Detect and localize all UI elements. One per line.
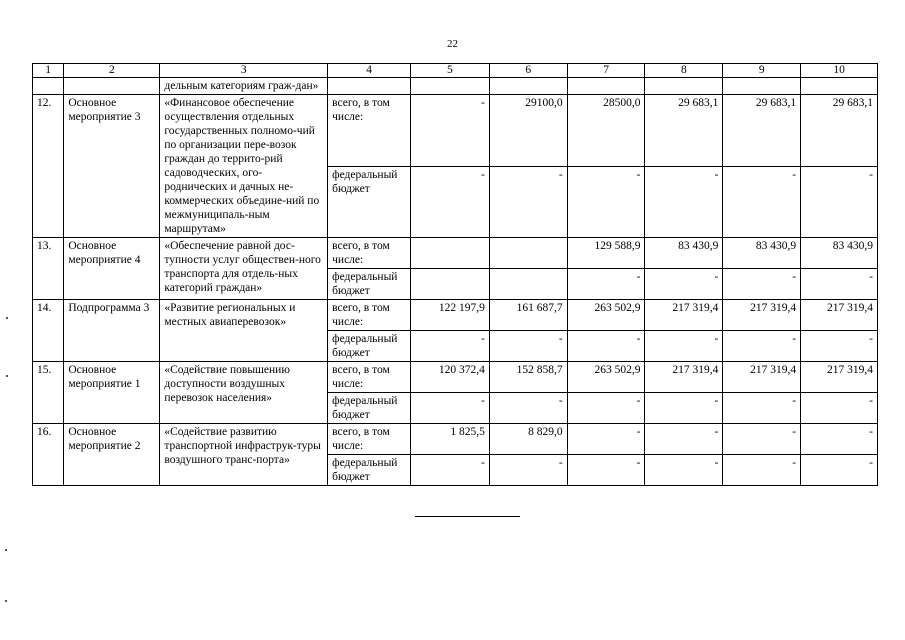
scan-speck <box>6 375 8 377</box>
total-value: 217 319,4 <box>723 362 801 393</box>
column-number: 3 <box>160 64 328 78</box>
federal-value: - <box>723 455 801 486</box>
total-value: 8 829,0 <box>489 424 567 455</box>
total-value: 83 430,9 <box>801 238 878 269</box>
row-name: Основное мероприятие 4 <box>64 238 160 300</box>
federal-value: - <box>411 455 490 486</box>
total-value: 29 683,1 <box>723 95 801 167</box>
federal-value: - <box>723 166 801 238</box>
federal-value: - <box>489 455 567 486</box>
column-number: 1 <box>33 64 64 78</box>
federal-value: - <box>645 455 723 486</box>
total-value: 217 319,4 <box>645 362 723 393</box>
federal-label: федеральный бюджет <box>328 455 411 486</box>
federal-value: - <box>567 269 645 300</box>
federal-value: - <box>567 331 645 362</box>
total-value: - <box>645 424 723 455</box>
column-number: 6 <box>489 64 567 78</box>
row-description: «Финансовое обеспечение осуществления отдельных государственных полномо-чий по организации пере-возок граждан до террито-рий садоводческих, ого-роднических и дачных не-коммерческих объедине-ний по межмуниципаль-ным маршрутам» <box>160 95 328 238</box>
column-number: 8 <box>645 64 723 78</box>
federal-value: - <box>489 331 567 362</box>
federal-value: - <box>645 166 723 238</box>
total-value: - <box>567 424 645 455</box>
federal-value: - <box>567 166 645 238</box>
total-value <box>489 238 567 269</box>
row-description: «Содействие развитию транспортной инфраструк-туры воздушного транс-порта» <box>160 424 328 486</box>
federal-value: - <box>411 166 490 238</box>
federal-value: - <box>411 393 490 424</box>
total-value: 28500,0 <box>567 95 645 167</box>
column-number: 4 <box>328 64 411 78</box>
federal-value: - <box>645 331 723 362</box>
row-index: 13. <box>33 238 64 300</box>
federal-label: федеральный бюджет <box>328 269 411 300</box>
federal-label: федеральный бюджет <box>328 393 411 424</box>
federal-value <box>411 269 490 300</box>
row-description: «Развитие региональных и местных авиаперевозок» <box>160 300 328 362</box>
total-value: 83 430,9 <box>645 238 723 269</box>
total-value: 161 687,7 <box>489 300 567 331</box>
total-value: - <box>801 424 878 455</box>
federal-label: федеральный бюджет <box>328 331 411 362</box>
total-value: 122 197,9 <box>411 300 490 331</box>
total-value: 83 430,9 <box>723 238 801 269</box>
total-value: 29 683,1 <box>645 95 723 167</box>
federal-value: - <box>801 269 878 300</box>
total-value: 263 502,9 <box>567 362 645 393</box>
table-row <box>33 424 878 455</box>
row-index: 14. <box>33 300 64 362</box>
federal-value: - <box>801 331 878 362</box>
total-value: 263 502,9 <box>567 300 645 331</box>
row-index: 12. <box>33 95 64 238</box>
scan-speck <box>5 549 7 551</box>
federal-value: - <box>801 393 878 424</box>
table-row <box>33 238 878 269</box>
total-value <box>411 238 490 269</box>
table-row <box>33 300 878 331</box>
federal-label: федеральный бюджет <box>328 166 411 238</box>
row-name: Основное мероприятие 3 <box>64 95 160 238</box>
total-value: 152 858,7 <box>489 362 567 393</box>
federal-value <box>489 269 567 300</box>
table-row <box>33 362 878 393</box>
row-description: «Обеспечение равной дос-тупности услуг обществен-ного транспорта для отдель-ных категорий граждан» <box>160 238 328 300</box>
federal-value: - <box>723 393 801 424</box>
federal-value: - <box>489 393 567 424</box>
column-number-row <box>33 64 878 78</box>
total-value: 120 372,4 <box>411 362 490 393</box>
row-description: «Содействие повышению доступности воздушных перевозок населения» <box>160 362 328 424</box>
total-value: - <box>411 95 490 167</box>
federal-value: - <box>723 269 801 300</box>
end-rule <box>415 516 520 517</box>
continuation-text: дельным категориям граж-дан» <box>160 78 328 95</box>
row-index: 16. <box>33 424 64 486</box>
federal-value: - <box>801 166 878 238</box>
page-number: 22 <box>447 38 458 50</box>
total-value: 217 319,4 <box>723 300 801 331</box>
continuation-row <box>33 78 878 95</box>
total-value: 217 319,4 <box>645 300 723 331</box>
column-number: 2 <box>64 64 160 78</box>
row-index: 15. <box>33 362 64 424</box>
total-label: всего, в том числе: <box>328 424 411 455</box>
total-value: 1 825,5 <box>411 424 490 455</box>
total-label: всего, в том числе: <box>328 300 411 331</box>
total-value: 29 683,1 <box>801 95 878 167</box>
column-number: 10 <box>801 64 878 78</box>
total-label: всего, в том числе: <box>328 95 411 167</box>
federal-value: - <box>645 393 723 424</box>
federal-value: - <box>411 331 490 362</box>
total-value: 217 319,4 <box>801 300 878 331</box>
column-number: 7 <box>567 64 645 78</box>
scan-speck <box>5 600 7 602</box>
federal-value: - <box>489 166 567 238</box>
scan-speck <box>6 317 8 319</box>
row-name: Подпрограмма 3 <box>64 300 160 362</box>
federal-value: - <box>723 331 801 362</box>
federal-value: - <box>645 269 723 300</box>
column-number: 9 <box>723 64 801 78</box>
total-label: всего, в том числе: <box>328 238 411 269</box>
federal-value: - <box>801 455 878 486</box>
total-value: 129 588,9 <box>567 238 645 269</box>
row-name: Основное мероприятие 2 <box>64 424 160 486</box>
budget-table <box>32 63 878 486</box>
federal-value: - <box>567 455 645 486</box>
total-value: 29100,0 <box>489 95 567 167</box>
total-value: - <box>723 424 801 455</box>
column-number: 5 <box>411 64 490 78</box>
federal-value: - <box>567 393 645 424</box>
total-label: всего, в том числе: <box>328 362 411 393</box>
row-name: Основное мероприятие 1 <box>64 362 160 424</box>
table-row <box>33 95 878 167</box>
total-value: 217 319,4 <box>801 362 878 393</box>
